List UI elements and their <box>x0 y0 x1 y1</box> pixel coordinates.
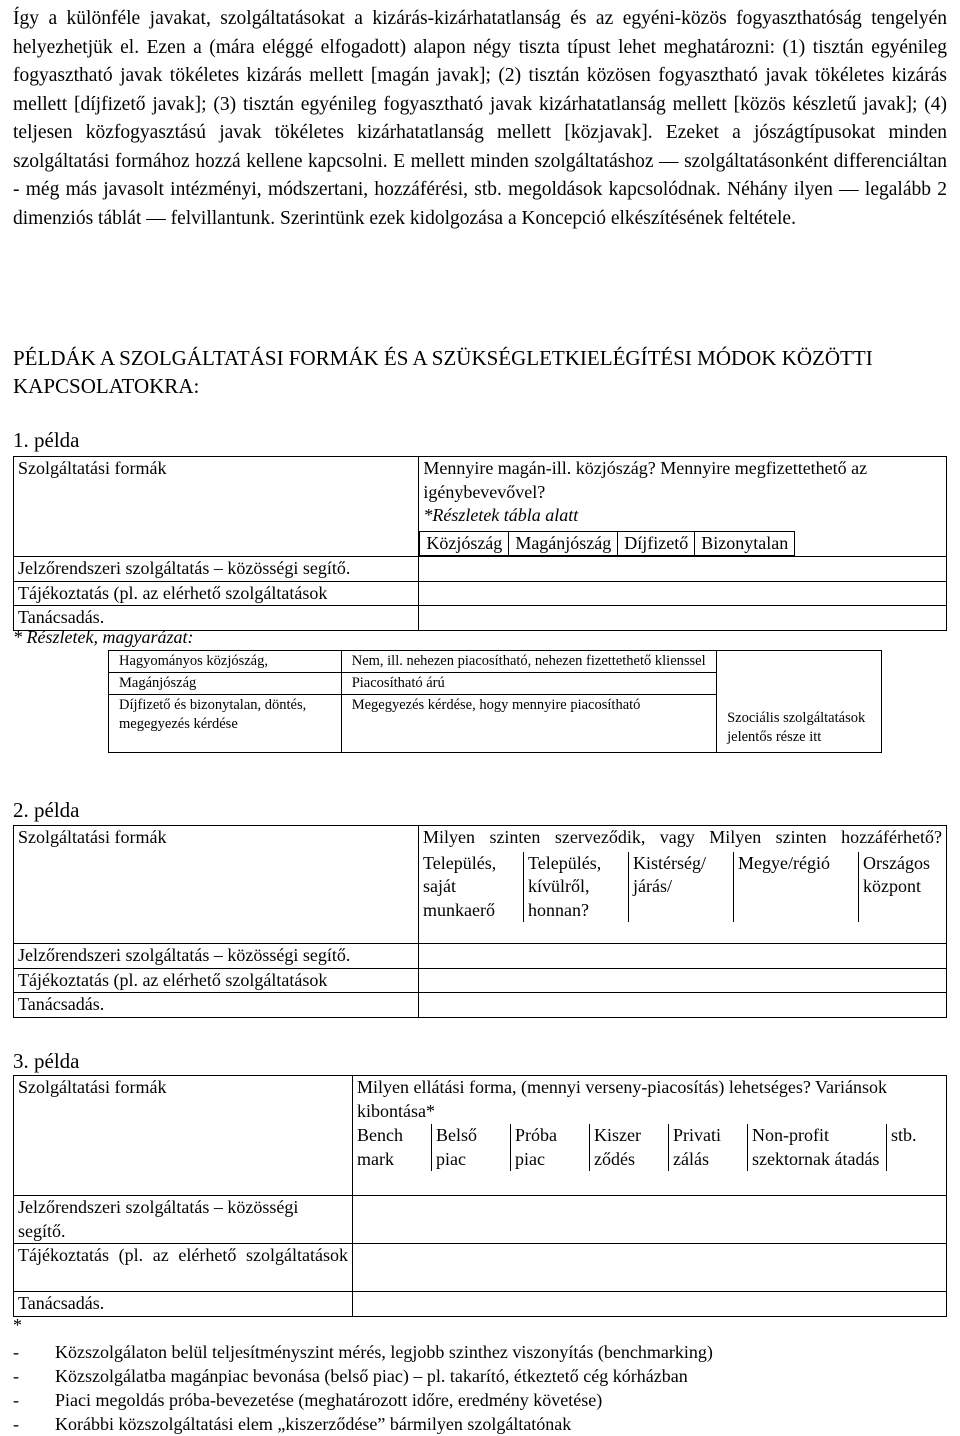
example2-col-kisterseg: Kistérség/ járás/ <box>629 852 734 923</box>
example3-col-belso-piac: Belső piac <box>432 1124 511 1171</box>
list-item: - Piaci megoldás próba-bevezetése (meghatározott időre, eredmény követése) <box>13 1390 603 1410</box>
details-row3-col2: Megegyezés kérdése, hogy mennyire piacosítható <box>341 695 716 753</box>
example2-row-jelzorendszeri: Jelzőrendszeri szolgáltatás – közösségi segítő. <box>14 944 419 969</box>
example3-col-privatizalas: Privati zálás <box>669 1124 748 1171</box>
list-item: - Közszolgálaton belül teljesítményszint mérés, legjobb szinthez viszonyítás (benchmarking) <box>13 1342 713 1362</box>
example2-col-telepules-sajat: Település, saját munkaerő <box>419 852 524 923</box>
example2-label: 2. példa <box>13 798 80 822</box>
example2-col-telepules-kivulrol: Település, kívülről, honnan? <box>524 852 629 923</box>
example3-col-nonprofit: Non-profit szektornak átadás <box>748 1124 887 1171</box>
example3-row-tanacsadas: Tanácsadás. <box>14 1292 353 1317</box>
example2-columns <box>419 852 945 923</box>
example2-col-orszagos: Országos központ <box>863 852 930 896</box>
example2-col-megye: Megye/régió <box>734 852 859 923</box>
intro-paragraph: Így a különféle javakat, szolgáltatásokat a kizárás-kizárhatatlanság és az egyéni-közös fogyaszthatóság tengelyén helyezhetjük el. Ezen a (mára eléggé elfogadott) alapon négy tiszta típust lehet meghatározni: (1) tisztán egyénileg fogyasztható javak tökéletes kizárás mellett [magán javak]; (2) tisztán közösen fogyasztható javak tökéletes kizárás mellett [díjfizető javak]; (3) tisztán egyénileg fogyasztható javak kizárhatatlanság mellett [közös készletű javak]; (4) teljesen közfogyasztású javak tökéletes kizárhatatlanság mellett [közjavak]. Ezeket a jószágtípusokat minden szolgáltatási formához hozzá kellene kapcsolni. E mellett minden szolgáltatáshoz — szolgáltatásonként differenciáltan - még más javasolt intézményi, módszertani, hozzáférési, stb. megoldások kapcsolódnak. Néhány ilyen — legalább 2 dimenziós táblát — felvillantunk. Szerintünk ezek kidolgozása a Koncepció elkészítésének feltétele. <box>13 8 947 229</box>
example2-row-tanacsadas: Tanácsadás. <box>14 993 419 1018</box>
example3-forms-header: Szolgáltatási formák <box>14 1076 353 1196</box>
details-row2-col2: Piacosítható árú <box>341 673 716 695</box>
list-item: - Korábbi közszolgáltatási elem „kiszerződése” bármilyen szolgáltatónak <box>13 1414 572 1434</box>
example1-label: 1. példa <box>13 428 80 452</box>
example2-table <box>13 825 947 1018</box>
example3-col-proba-piac: Próba piac <box>511 1124 590 1171</box>
example1-details-note: *Részletek tábla alatt <box>423 505 579 525</box>
example3-question: Milyen ellátási forma, (mennyi verseny-piacosítás) lehetséges? Variánsok kibontása* <box>357 1077 887 1121</box>
example3-columns <box>353 1124 945 1171</box>
example1-col-kozjoszag: Közjószág <box>420 531 509 556</box>
section-heading: PÉLDÁK A SZOLGÁLTATÁSI FORMÁK ÉS A SZÜKSÉGLETKIELÉGÍTÉSI MÓDOK KÖZÖTTI KAPCSOLATOKRA: <box>13 346 873 398</box>
example3-row-tajekoztatas: Tájékoztatás (pl. az elérhető szolgáltatások <box>14 1244 353 1292</box>
example1-col-dijfizeto: Díjfizető <box>618 531 695 556</box>
example3-bullet-list <box>13 1340 713 1436</box>
list-item: - Közszolgálatba magánpiac bevonása (belső piac) – pl. takarító, étkeztető cég kórházban <box>13 1366 688 1386</box>
example2-row-tajekoztatas: Tájékoztatás (pl. az elérhető szolgáltatások <box>14 968 419 993</box>
example3-col-kiszerzodes: Kiszer ződés <box>590 1124 669 1171</box>
example1-columns <box>419 531 795 557</box>
details-row1-col1: Hagyományos közjószág, <box>109 651 342 673</box>
example2-question-line: Milyen szinten szerveződik, vagy Milyen szinten hozzáférhető? <box>423 827 942 847</box>
example3-col-stb: stb. <box>891 1125 917 1145</box>
example3-label: 3. példa <box>13 1049 80 1073</box>
example1-col-maganjoszag: Magánjószág <box>509 531 618 556</box>
example1-row-tanacsadas: Tanácsadás. <box>14 606 419 631</box>
example2-forms-header: Szolgáltatási formák <box>14 826 419 944</box>
example1-row-jelzorendszeri: Jelzőrendszeri szolgáltatás – közösségi segítő. <box>14 557 419 582</box>
example1-table <box>13 456 947 631</box>
details-row1-col2: Nem, ill. nehezen piacosítható, nehezen fizettethető klienssel <box>341 651 716 673</box>
example3-table <box>13 1075 947 1317</box>
example1-col-bizonytalan: Bizonytalan <box>695 531 795 556</box>
details-row3-col1: Díjfizető és bizonytalan, döntés, megegyezés kérdése <box>109 695 342 753</box>
details-col3: Szociális szolgáltatások jelentős része itt <box>717 651 882 753</box>
example3-row-jelzorendszeri: Jelzőrendszeri szolgáltatás – közösségi segítő. <box>14 1196 353 1244</box>
example1-row-tajekoztatas: Tájékoztatás (pl. az elérhető szolgáltatások <box>14 581 419 606</box>
details-row2-col1: Magánjószág <box>109 673 342 695</box>
example1-details-label: * Részletek, magyarázat: <box>13 627 194 647</box>
example3-col-benchmark: Bench mark <box>353 1124 432 1171</box>
example3-footnote-star: * <box>13 1315 22 1335</box>
example1-details-table <box>108 650 882 753</box>
example1-forms-header: Szolgáltatási formák <box>14 457 419 557</box>
example1-question: Mennyire magán-ill. közjószág? Mennyire megfizettethető az igénybevevővel? <box>423 458 868 502</box>
